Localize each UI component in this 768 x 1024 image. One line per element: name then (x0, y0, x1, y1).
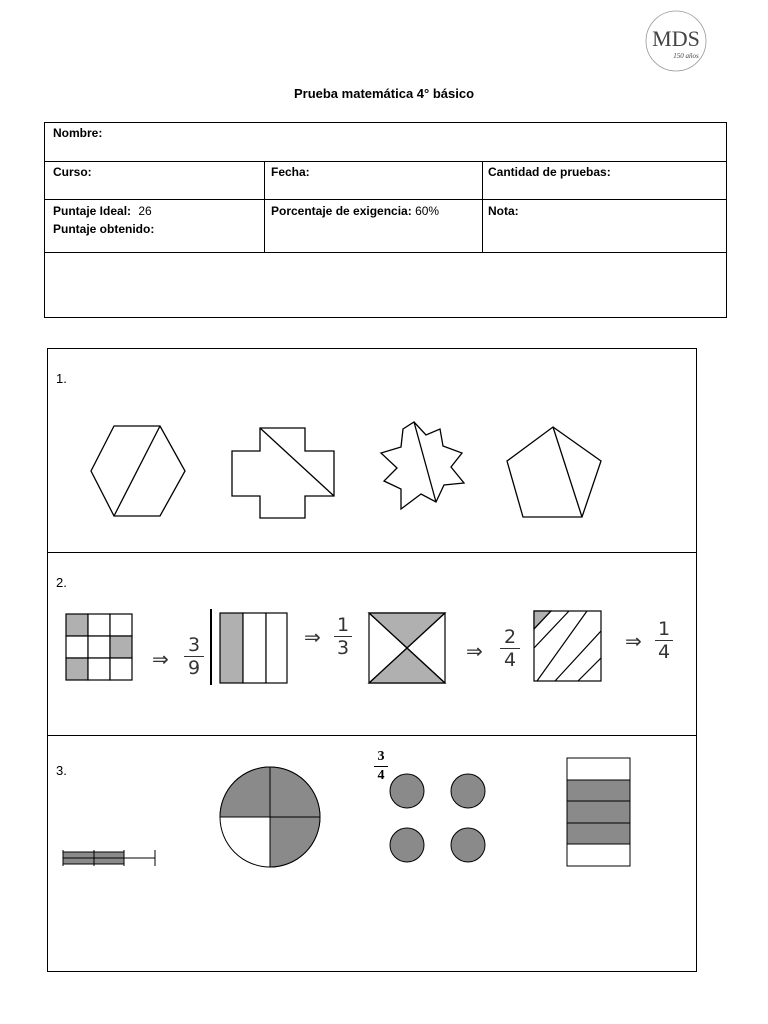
fraction-3-9 (184, 635, 204, 678)
table-divider (264, 161, 265, 252)
fraction-denominator: 9 (187, 657, 201, 679)
cantidad-pruebas-label: Cantidad de pruebas: (488, 165, 611, 179)
logo-text: MDS (652, 26, 700, 51)
fraction-denominator: 4 (657, 641, 671, 663)
fraction-denominator: 4 (503, 649, 517, 671)
puntaje-ideal (53, 202, 152, 220)
square-diagonals-figure (369, 613, 445, 683)
arrow-icon: ⇒ (304, 625, 321, 649)
circle-quarters-figure (220, 767, 320, 867)
square-stripes-figure (534, 611, 601, 681)
question-2-figures (48, 549, 698, 729)
fraction-denominator: 4 (377, 768, 385, 783)
table-divider (45, 199, 726, 200)
curso-label: Curso: (53, 165, 92, 179)
fecha-label: Fecha: (271, 165, 310, 179)
nota-label: Nota: (488, 204, 519, 218)
fraction-1-3 (334, 615, 352, 658)
arrow-icon: ⇒ (152, 647, 169, 671)
hexagon-figure (91, 426, 185, 516)
pentagon-figure (507, 427, 601, 517)
fraction-1-4 (655, 619, 673, 662)
table-divider (45, 161, 726, 162)
table-divider (482, 161, 483, 252)
nombre-label: Nombre: (53, 126, 103, 140)
arrow-icon: ⇒ (466, 639, 483, 663)
striped-rectangle-figure (567, 758, 630, 866)
puntaje-ideal-value: 26 (138, 204, 152, 218)
fraction-numerator: 3 (377, 749, 385, 764)
porcentaje-label: Porcentaje de exigencia: (271, 204, 412, 218)
question-2-number: 2. (56, 575, 67, 590)
question-1-number: 1. (56, 371, 67, 386)
school-logo (638, 8, 714, 74)
porcentaje-value: 60% (415, 204, 440, 218)
question-3-number: 3. (56, 763, 67, 778)
thirds-rectangle-figure (220, 613, 287, 683)
segmented-line-figure (63, 850, 155, 866)
cross-figure (232, 428, 334, 518)
logo-mark (638, 8, 714, 74)
questions-box (47, 348, 697, 972)
question-3-figures (48, 735, 698, 971)
table-divider (45, 252, 726, 253)
fraction-numerator: 1 (657, 618, 671, 640)
four-dots-figure (390, 774, 485, 862)
fraction-numerator: 1 (336, 614, 350, 636)
porcentaje-exigencia (271, 202, 439, 220)
fraction-denominator: 3 (336, 637, 350, 659)
grid-3x3-figure (66, 614, 132, 680)
logo-subtext: 150 años (673, 52, 699, 60)
puntaje-ideal-label: Puntaje Ideal: (53, 204, 132, 218)
arrow-icon: ⇒ (625, 629, 642, 653)
student-info-table (44, 122, 727, 318)
star-figure (381, 422, 464, 509)
fraction-numerator: 3 (187, 634, 201, 656)
fraction-2-4 (500, 627, 520, 670)
page-title: Prueba matemática 4° básico (293, 86, 475, 101)
fraction-numerator: 2 (503, 626, 517, 648)
puntaje-obtenido-label: Puntaje obtenido: (53, 222, 155, 236)
question-1-figures (48, 349, 698, 549)
